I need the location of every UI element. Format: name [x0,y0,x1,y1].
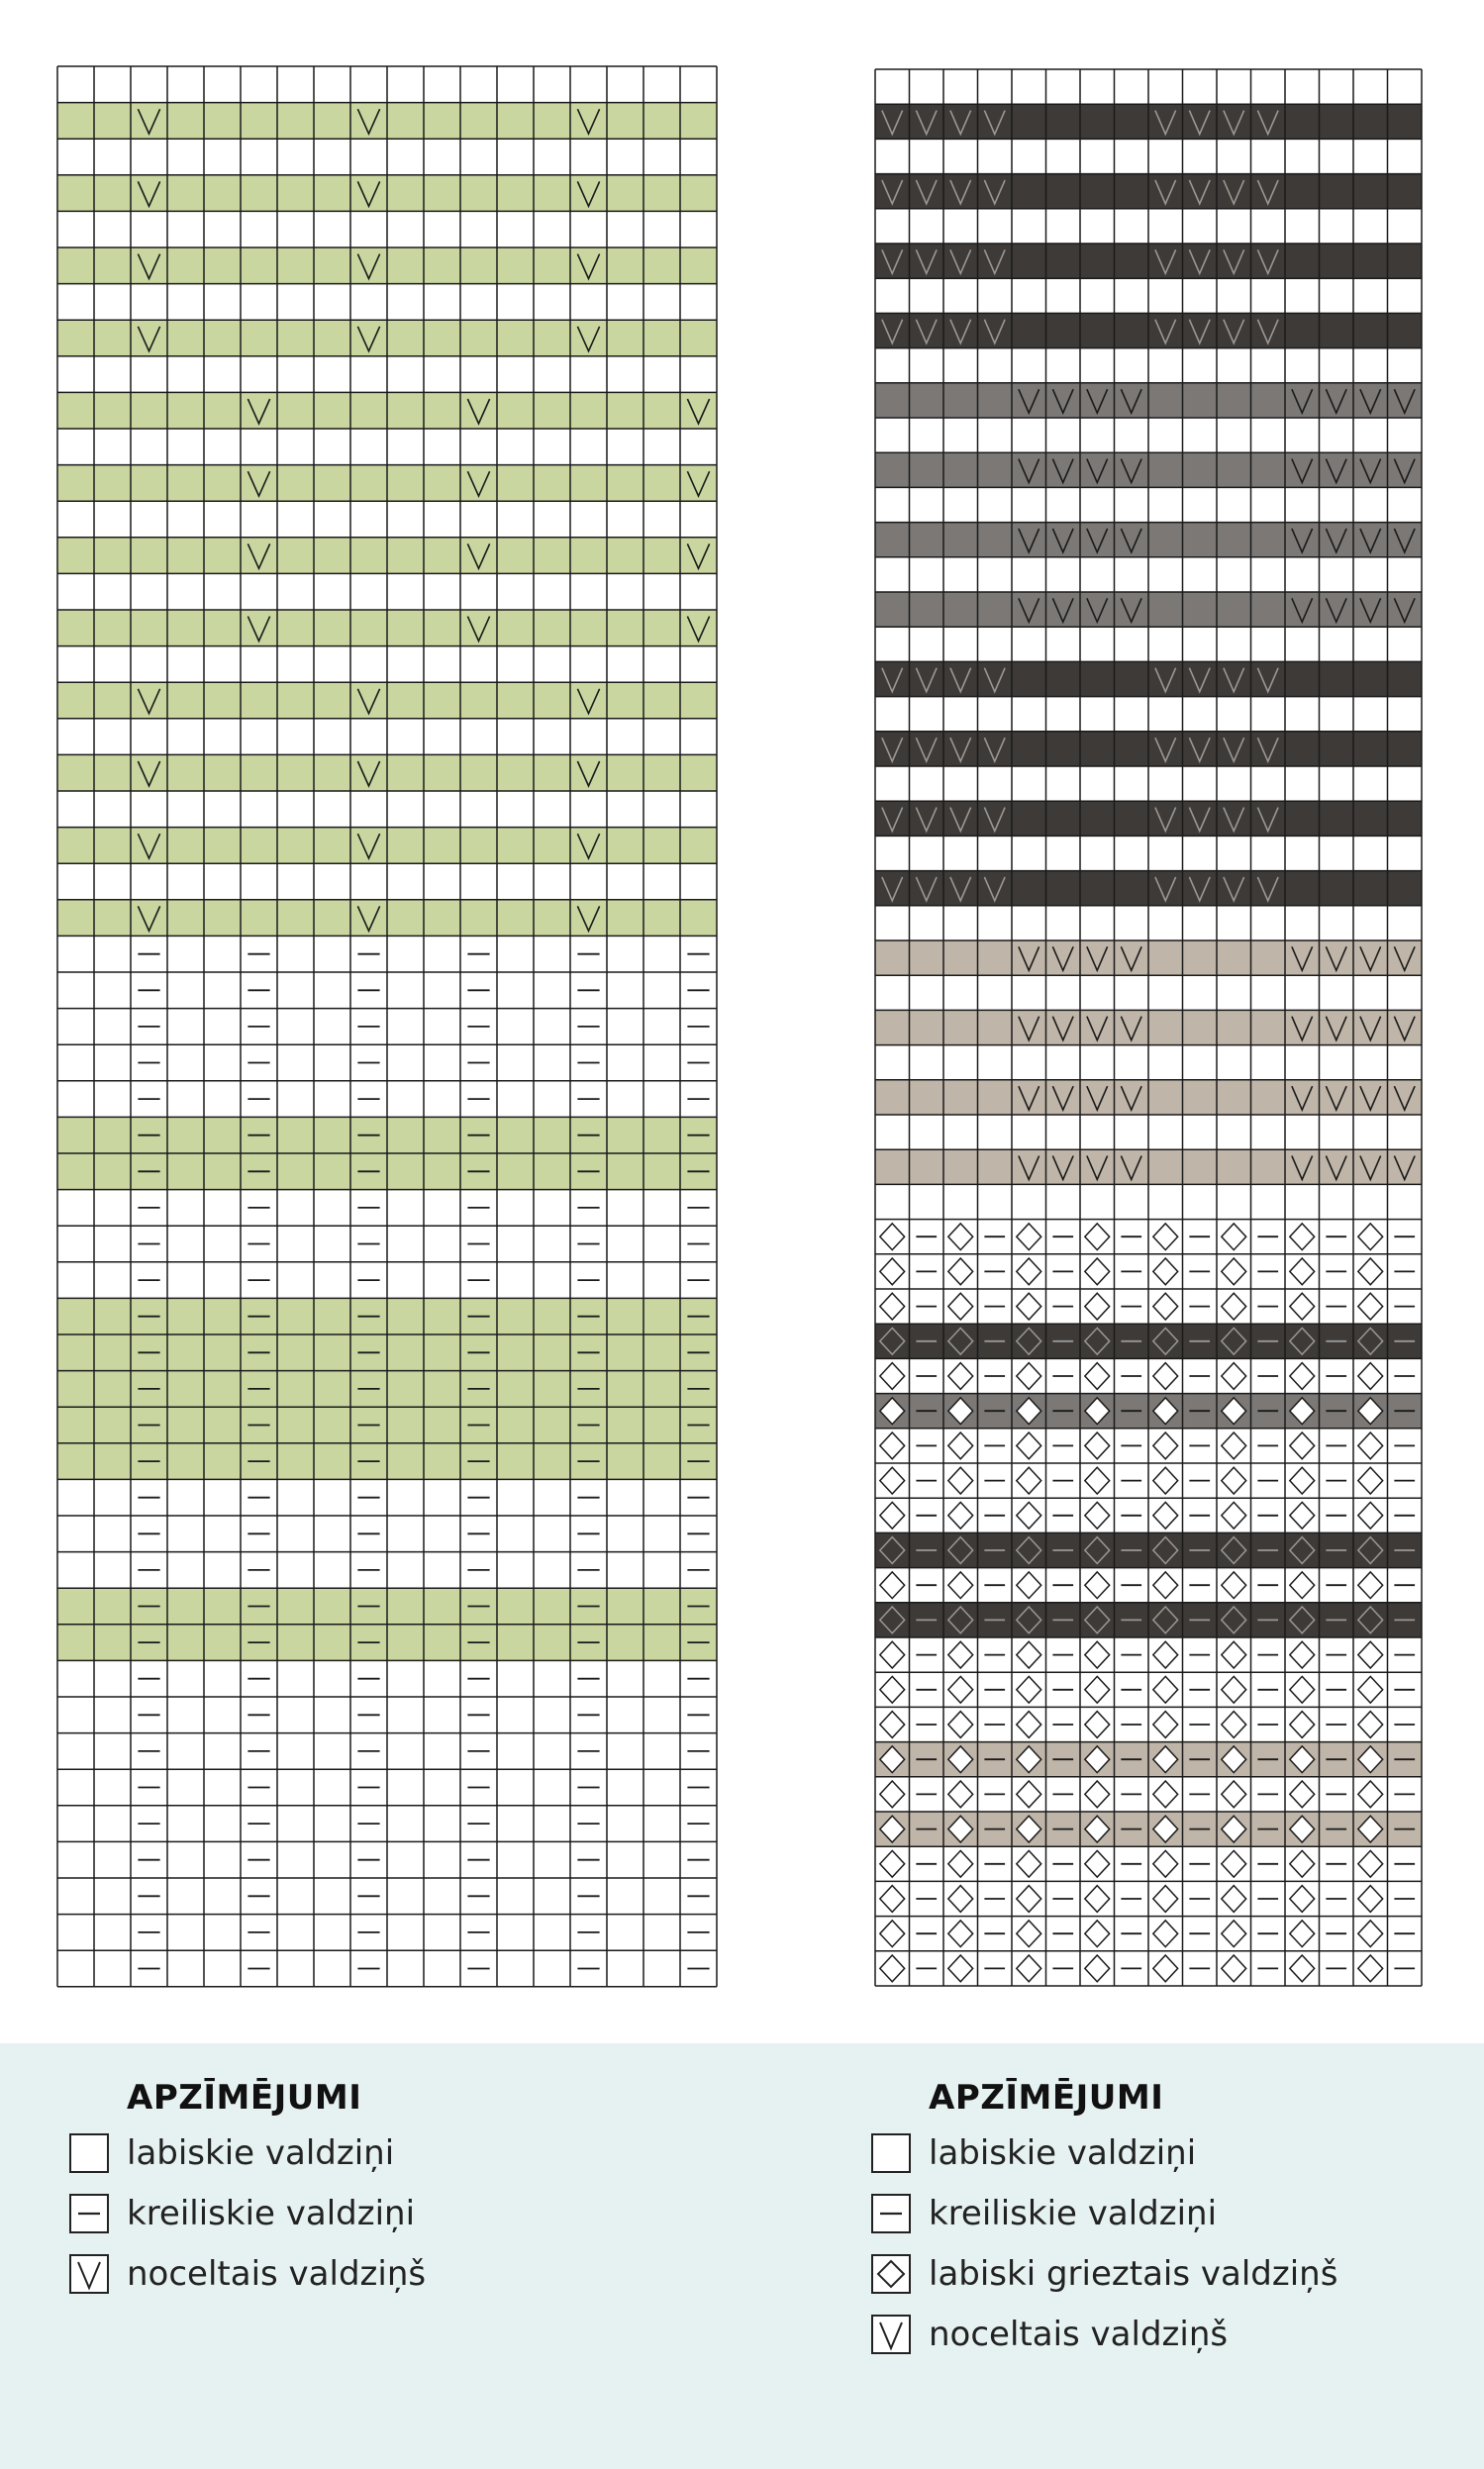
legend-label-purl: kreiliskie valdziņi [929,2193,1218,2233]
left-knitting-chart [57,66,721,1987]
knit-stitch-icon [871,2133,911,2173]
right-knitting-chart [875,69,1426,1986]
legend-label-purl: kreiliskie valdziņi [127,2193,416,2233]
twisted-knit-stitch-icon [871,2254,911,2294]
legend-item-slipped [871,2304,1337,2364]
legend-area [0,2043,1484,2469]
legend-label-knit: labiskie valdziņi [929,2132,1197,2173]
legend-label-slipped: noceltais valdziņš [929,2314,1229,2354]
slipped-stitch-icon [871,2315,911,2354]
legend-item-purl [871,2183,1337,2243]
purl-stitch-icon [69,2194,109,2233]
knit-stitch-icon [69,2133,109,2173]
legend-item-purl [69,2183,426,2243]
purl-stitch-icon [871,2194,911,2233]
legend-item-twisted [871,2243,1337,2304]
legend-label-knit: labiskie valdziņi [127,2132,395,2173]
legend-left-title: APZĪMĒJUMI [127,2078,362,2118]
legend-right [871,2073,1337,2364]
legend-left [69,2073,426,2304]
legend-item-knit [69,2123,426,2183]
legend-label-slipped: noceltais valdziņš [127,2253,427,2294]
legend-item-slipped [69,2243,426,2304]
slipped-stitch-icon [69,2254,109,2294]
legend-right-title: APZĪMĒJUMI [929,2078,1164,2118]
legend-item-knit [871,2123,1337,2183]
legend-label-twisted: labiski grieztais valdziņš [929,2253,1338,2294]
